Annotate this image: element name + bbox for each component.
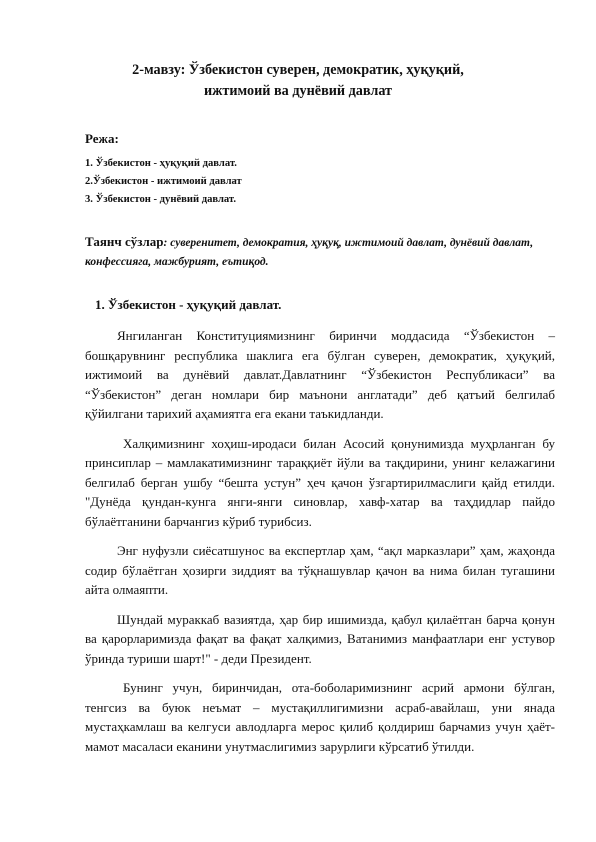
plan-heading: Режа: xyxy=(85,131,119,146)
paragraph: Янгиланган Конституциямизнинг биринчи моддасида “Ўзбекистон – бошқарувнинг республика шаклига ега бўлган суверен, демократик, ҳуқуқий, ижтимоий ва дунёвий давлат.Давлатнинг “Ўзбекистон Республикаси” ва “Ўзбекистон” деган номлари бир маънони англатади” деб қатъий белгилаб қўйилгани тарихий аҳамиятга ега екани таъкидланди. xyxy=(85,328,555,421)
plan-list xyxy=(85,155,242,209)
title-line-1: 2-мавзу: Ўзбекистон суверен, демократик, ҳуқуқий, xyxy=(132,62,464,78)
paragraph: Бунинг учун, биринчидан, ота-боболаримизнинг асрий армони бўлган, тенгсиз ва буюк неъмат – мустақиллигимизни асраб-авайлаш, уни янада мустаҳкамлаш ва келгуси авлодларга мерос қилиб қолдириш барчамиз учун ҳаёт-мамот масаласи еканини унутмаслигимиз зарурлиги кўрсатиб ўтилди. xyxy=(85,680,555,754)
plan-item: 3. Ўзбекистон - дунёвий давлат. xyxy=(85,194,236,205)
keywords-block xyxy=(85,232,555,272)
paragraph: Энг нуфузли сиёсатшунос ва експертлар ҳам, “ақл марказлари” ҳам, жаҳонда содир бўлаётган ҳозирги зиддият ва тўқнашувлар қачон ва нима билан тугашини айта олмаяпти. xyxy=(85,543,555,597)
body-text xyxy=(85,326,555,766)
paragraph: Халқимизнинг хоҳиш-иродаси билан Асосий қонунимизда муҳрланган бу принсиплар – мамлакатимизнинг тараққиёт йўли ва тақдирини, унинг келажагини белгилаб берган ушбу “бешта устун” ҳеч қачон ўзгартирилмаслиги қайд етилди. "Дунёда қундан-кунга янги-янги синовлар, хавф-хатар ва таҳдидлар пайдо бўлаётганини барчангиз кўриб турибсиз. xyxy=(85,435,555,529)
title-line-2: ижтимоий ва дунёвий давлат xyxy=(203,83,393,99)
keywords-label: Таянч сўзлар xyxy=(85,234,164,249)
plan-item: 1. Ўзбекистон - ҳуқуқий давлат. xyxy=(85,158,237,169)
document-title xyxy=(0,60,596,102)
plan-item: 2.Ўзбекистон - ижтимоий давлат xyxy=(85,176,242,187)
paragraph: Шундай мураккаб вазиятда, ҳар бир ишимизда, қабул қилаётган барча қонун ва қарорларимизда фақат ва фақат халқимиз, Ватанимиз манфаатлари енг устувор ўринда туриши шарт!" - деди Президент. xyxy=(85,611,555,666)
keywords-terms: : суверенитет, демократия, ҳуқуқ, ижтимоий давлат, дунёвий давлат, конфессияга, мажбурият, еътиқод. xyxy=(85,237,534,268)
section-heading: 1. Ўзбекистон - ҳуқуқий давлат. xyxy=(95,297,282,312)
